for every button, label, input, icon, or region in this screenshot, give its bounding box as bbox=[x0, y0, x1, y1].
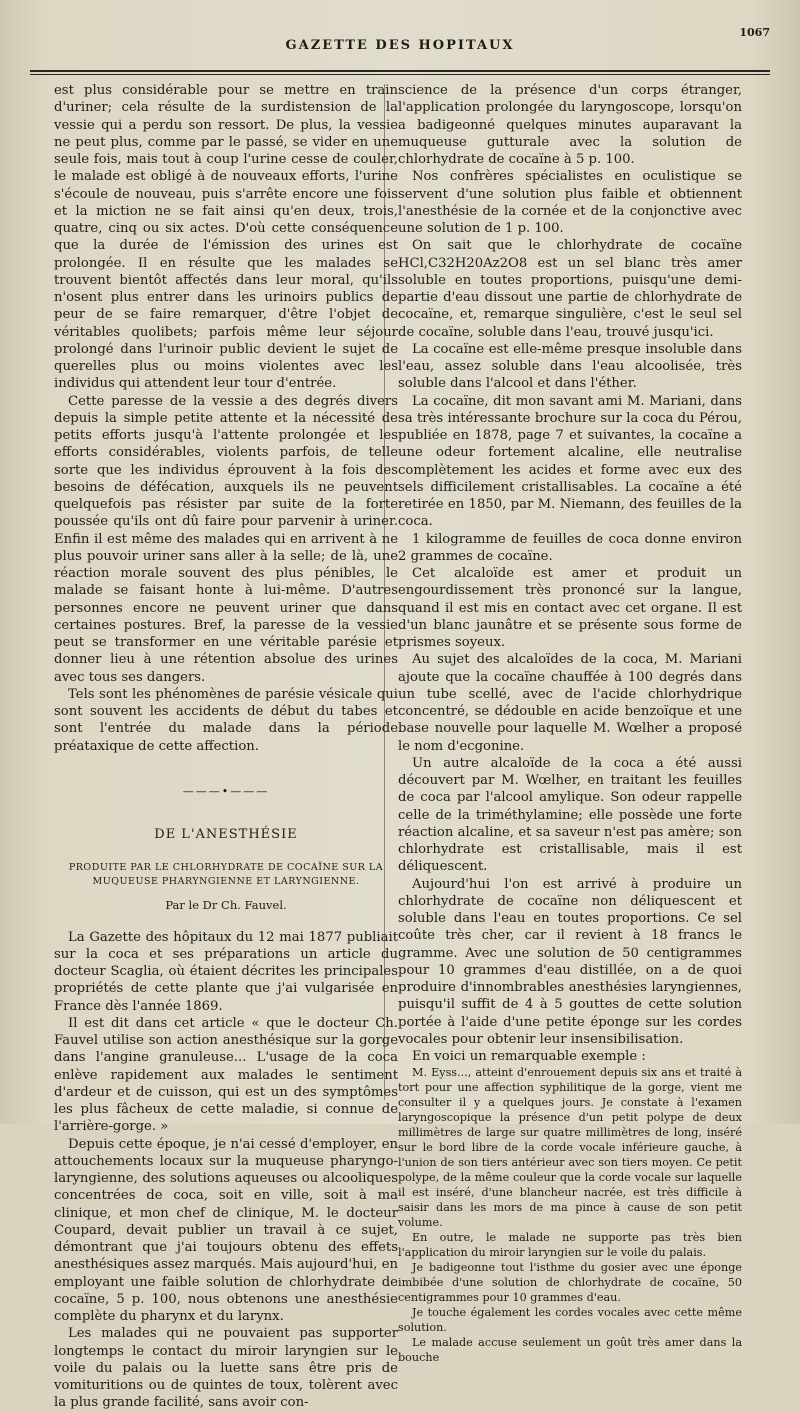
paragraph: On sait que le chlorhydrate de cocaïne HCl,C32H20Az2O8 est un sel blanc très amer soluble en toutes proportions, puisqu'une demi-partie d'eau dissout une partie de chlorhydrate de cocaïne, et, remarque singulière, c'est le seul sel de cocaïne, soluble dans l'eau, trouvé jusqu'ici. bbox=[398, 238, 742, 340]
header-rule-thin bbox=[30, 74, 770, 75]
paragraph: Cette paresse de la vessie a des degrés divers depuis la simple petite attente et la nécessité de petits efforts jusqu'à l'attente prolongée et les efforts considérables, violents parfois, de telle sorte que les individus éprouvent à la fois des besoins de défécation, auxquels ils ne peuvent quelquefois pas résister par suite de la forte poussée qu'ils ont dû faire pour parvenir à uriner. Enfin il est même des malades qui en arrivent à ne plus pouvoir uriner sans aller à la selle; de là, une réaction morale souvent des plus pénibles, le malade se faisant honte à lui-même. D'autres personnes encore ne peuvent uriner que dans certaines postures. Bref, la paresse de la vessie peut se transformer en une véritable parésie et donner lieu à une rétention absolue des urines avec tous ses dangers. bbox=[54, 393, 398, 685]
paragraph: Depuis cette époque, je n'ai cessé d'employer, en attouchements locaux sur la muqueuse pharyngo-laryngienne, des solutions aqueuses ou alcooliques concentrées de coca, soit en ville, soit à ma clinique, et mon chef de clinique, M. le docteur Coupard, devait publier un travail à ce sujet, démontrant que j'ai toujours obtenu des effets anesthésiques assez marqués. Mais aujourd'hui, en employant une faible solution de chlorhydrate de cocaïne, 5 p. 100, nous obtenons une anesthésie complète du pharynx et du larynx. bbox=[54, 1136, 398, 1324]
small-paragraph: Le malade accuse seulement un goût très amer dans la bouche bbox=[398, 1336, 742, 1365]
paragraph: Les malades qui ne pouvaient pas supporter longtemps le contact du miroir laryngien sur le voile du palais ou la luette sans être pris de vomituritions ou de quintes de toux, tolèrent avec la plus grande facilité, sans avoir con- bbox=[54, 1326, 398, 1411]
paragraph: est plus considérable pour se mettre en train d'uriner; cela résulte de la surdistension de la vessie qui a perdu son ressort. De plus, la vessie ne peut plus, comme par le passé, se vider en une seule fois, mais tout à coup l'urine cesse de couler, le malade est obligé à de nouveaux efforts, l'urine s'écoule de nouveau, puis s'arrête encore une fois et la miction ne se fait ainsi qu'en deux, trois, quatre, cinq ou six actes. D'où cette conséquence que la durée de l'émission des urines est prolongée. Il en résulte que les malades se trouvent bientôt affectés dans leur moral, qu'ils n'osent plus entrer dans les urinoirs publics de peur de se faire remarquer, d'être l'objet de véritables quolibets; parfois même leur séjour prolongé dans l'urinoir public devient le sujet de querelles plus ou moins violentes avec les individus qui attendent leur tour d'entrée. bbox=[54, 83, 398, 392]
paragraph: En voici un remarquable exemple : bbox=[412, 1049, 646, 1064]
section-subtitle: PRODUITE PAR LE CHLORHYDRATE DE COCAÏNE SUR LA MUQUEUSE PHARYNGIENNE ET LARYNGIENNE. bbox=[68, 862, 384, 888]
paragraph: La cocaïne, dit mon savant ami M. Mariani, dans sa très intéressante brochure sur la coca du Pérou, publiée en 1878, page 7 et suivantes, la cocaïne a une odeur fortement alcaline, elle neutralise complètement les acides et forme avec eux des sels difficilement cristallisables. La cocaïne a été retirée en 1850, par M. Niemann, des feuilles de la coca. bbox=[398, 393, 742, 530]
paragraph: Au sujet des alcaloïdes de la coca, M. Mariani ajoute que la cocaïne chauffée à 100 degrés dans un tube scellé, avec de l'acide chlorhydrique concentré, se dédouble en acide benzoïque et une base nouvelle pour laquelle M. Wœlher a proposé le nom d'ecgonine. bbox=[398, 652, 742, 754]
small-paragraph: En outre, le malade ne supporte pas très bien l'application du miroir laryngien sur le voile du palais. bbox=[398, 1231, 742, 1260]
small-paragraph: M. Eyss..., atteint d'enrouement depuis six ans et traité à tort pour une affection syphilitique de la gorge, vient me consulter il y a quelques jours. Je constate à l'examen laryngoscopique la présence d'un petit polype de deux millimètres de large sur quatre millimètres de long, inséré sur le bord libre de la corde vocale inférieure gauche, à l'union de son tiers antérieur avec son tiers moyen. Ce petit polype, de la même couleur que la corde vocale sur laquelle il est inséré, d'une blancheur nacrée, est très difficile à saisir dans les mors de ma pince à cause de son petit volume. bbox=[398, 1066, 742, 1230]
paragraph: Tels sont les phénomènes de parésie vésicale qui sont souvent les accidents de début du tabes et sont l'entrée du malade dans la période préataxique de cette affection. bbox=[54, 686, 398, 754]
page-header bbox=[30, 24, 770, 64]
small-paragraph: Je badigeonne tout l'isthme du gosier avec une éponge imbibée d'une solution de chlorhydrate de cocaïne, 50 centigrammes pour 10 grammes d'eau. bbox=[398, 1261, 742, 1305]
case-report bbox=[398, 1065, 742, 1365]
right-column bbox=[398, 82, 742, 1365]
journal-title: GAZETTE DES HOPITAUX bbox=[285, 38, 515, 53]
paragraph: Aujourd'hui l'on est arrivé à produire un chlorhydrate de cocaïne non déliquescent et soluble dans l'eau en toutes proportions. Ce sel coûte très cher, car il revient à 18 francs le gramme. Avec une solution de 50 centigrammes pour 10 grammes d'eau distillée, on a de quoi produire d'innombrables anesthésies laryngiennes, puisqu'il suffit de 4 à 5 gouttes de cette solution portée à l'aide d'une petite éponge sur les cordes vocales pour obtenir leur insensibilisation. bbox=[398, 876, 742, 1047]
paragraph: 1 kilogramme de feuilles de coca donne environ 2 grammes de cocaïne. bbox=[398, 531, 742, 564]
section-separator: ———•——— bbox=[182, 784, 270, 798]
paragraph: La Gazette des hôpitaux du 12 mai 1877 publiait sur la coca et ses préparations un article du docteur Scaglia, où étaient décrites les principales propriétés de cette plante que j'ai vulgarisée en France dès l'année 1869. bbox=[54, 929, 398, 1014]
paragraph: La cocaïne est elle-même presque insoluble dans l'eau, assez soluble dans l'eau alcoolisée, très soluble dans l'alcool et dans l'éther. bbox=[398, 341, 742, 392]
page-number: 1067 bbox=[739, 26, 770, 39]
paragraph: science de la présence d'un corps étranger, l'application prolongée du laryngoscope, lorsqu'on a badigeonné quelques minutes auparavant la muqueuse gutturale avec la solution de chlorhydrate de cocaïne à 5 p. 100. bbox=[398, 83, 742, 167]
section-title: DE L'ANESTHÉSIE bbox=[154, 827, 298, 842]
paragraph: Il est dit dans cet article « que le docteur Ch. Fauvel utilise son action anesthésique sur la gorge dans l'angine granuleuse... L'usage de la coca enlève rapidement aux malades le sentiment d'ardeur et de cuisson, qui est un des symptômes les plus fâcheux de cette maladie, si connue de l'arrière-gorge. » bbox=[54, 1015, 398, 1135]
paragraph: Un autre alcaloïde de la coca a été aussi découvert par M. Wœlher, en traitant les feuilles de coca par l'alcool amylique. Son odeur rappelle celle de la triméthylamine; elle possède une forte réaction alcaline, et sa saveur n'est pas amère; son chlorhydrate est cristallisable, mais il est déliquescent. bbox=[398, 755, 742, 875]
left-column bbox=[54, 82, 398, 1412]
header-rule bbox=[30, 70, 770, 72]
paragraph: Nos confrères spécialistes en oculistique se servent d'une solution plus faible et obtiennent l'anesthésie de la cornée et de la conjonctive avec une solution de 1 p. 100. bbox=[398, 169, 742, 236]
small-paragraph: Je touche également les cordes vocales avec cette même solution. bbox=[398, 1306, 742, 1335]
paragraph: Cet alcaloïde est amer et produit un engourdissement très prononcé sur la langue, quand il est mis en contact avec cet organe. Il est d'un blanc jaunâtre et se présente sous forme de prismes soyeux. bbox=[398, 566, 742, 650]
article-byline: Par le Dr Ch. Fauvel. bbox=[165, 898, 287, 913]
